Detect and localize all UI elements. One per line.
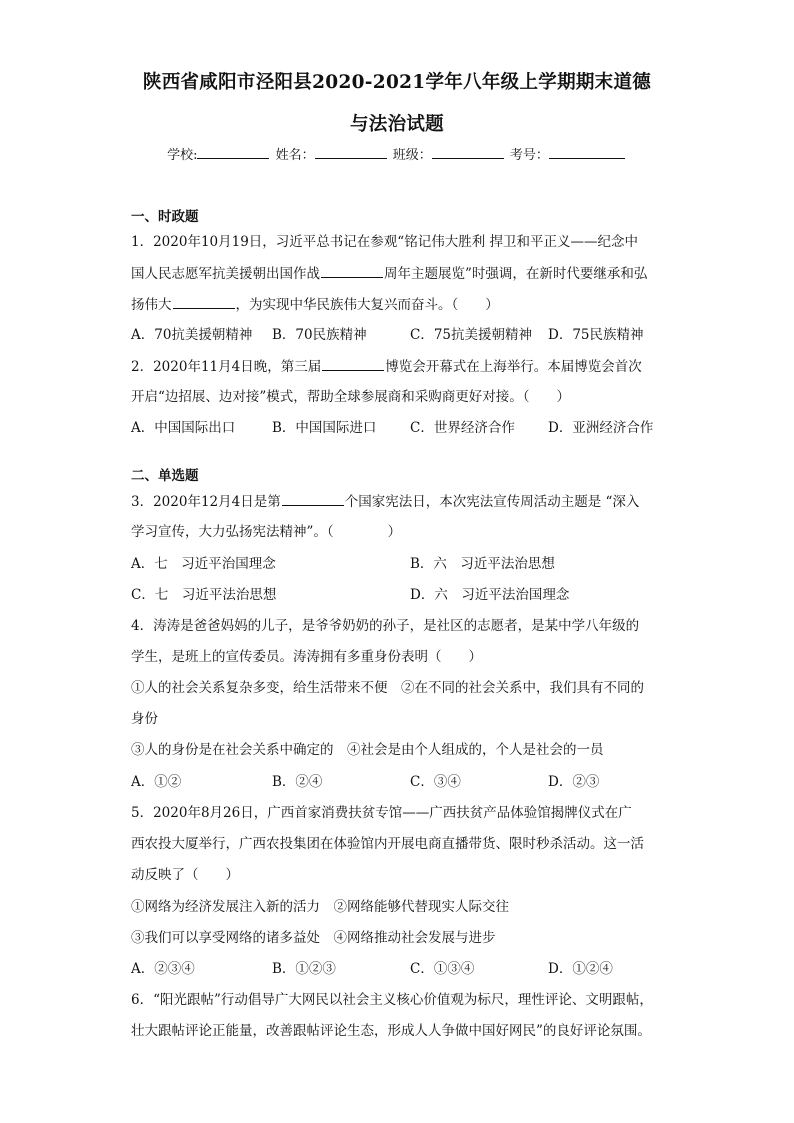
q1-line-2-text-b: 周年主题展览”时强调，在新时代要继承和弘 xyxy=(384,266,648,282)
q1-line-3-text-a: 扬伟大 xyxy=(131,297,172,313)
q4-option-b: B．②④ xyxy=(272,774,323,790)
q5-option-b: B．①②③ xyxy=(272,961,336,977)
q4-line-2: 学生，是班上的宣传委员。涛涛拥有多重身份表明（ ） xyxy=(131,649,482,665)
q5-line-5: ③我们可以享受网络的诸多益处 ④网络推动社会发展与进步 xyxy=(131,930,496,946)
q5-line-3: 动反映了（ ） xyxy=(131,867,239,883)
school-blank xyxy=(197,146,269,159)
q1-option-d: D．75民族精神 xyxy=(548,327,644,343)
school-label: 学校: xyxy=(167,148,198,163)
class-label: 班级： xyxy=(392,148,432,163)
q3-blank xyxy=(282,491,344,506)
q3-option-c: C．七 习近平法治思想 xyxy=(131,587,277,603)
q1-blank-1 xyxy=(321,263,383,278)
class-blank xyxy=(432,146,504,159)
q5-option-d: D．①②④ xyxy=(548,961,613,977)
q1-option-a: A．70抗美援朝精神 xyxy=(131,327,253,343)
q5-line-1: 5．2020年8月26日，广西首家消费扶贫专馆——广西扶贫产品体验馆揭牌仪式在广 xyxy=(131,805,632,821)
q3-line-2: 学习宣传，大力弘扬宪法精神”。（ ） xyxy=(131,524,402,540)
section-heading-single-choice: 二、单选题 xyxy=(131,468,199,484)
exam-number-blank xyxy=(549,146,625,159)
q1-line-2 xyxy=(131,263,647,284)
page-title-line1: 陕西省咸阳市泾阳县2020-2021学年八年级上学期期末道德 xyxy=(142,72,652,93)
q4-line-4: 身份 xyxy=(131,711,158,727)
q3-line-1-text-a: 3．2020年12月4日是第 xyxy=(131,494,281,510)
q6-line-2: 壮大跟帖评论正能量，改善跟帖评论生态，形成人人争做中国好网民”的良好评论氛围。 xyxy=(131,1023,651,1039)
q2-option-d: D．亚洲经济合作 xyxy=(548,420,654,436)
q5-line-4: ①网络为经济发展注入新的活力 ②网络能够代替现实人际交往 xyxy=(131,899,509,915)
q5-option-c: C．①③④ xyxy=(410,961,475,977)
q1-option-b: B．70民族精神 xyxy=(272,327,367,343)
q2-option-c: C．世界经济合作 xyxy=(410,420,515,436)
q4-line-5: ③人的身份是在社会关系中确定的 ④社会是由个人组成的，个人是社会的一员 xyxy=(131,742,604,758)
q3-option-b: B．六 习近平法治思想 xyxy=(410,556,555,572)
q2-option-b: B．中国国际进口 xyxy=(272,420,377,436)
q5-option-a: A．②③④ xyxy=(131,961,195,977)
q4-option-c: C．③④ xyxy=(410,774,461,790)
q2-line-2: 开启“边招展、边对接”模式，帮助全球参展商和采购商更好对接。（ ） xyxy=(131,389,571,405)
q3-option-a: A．七 习近平治国理念 xyxy=(131,556,276,572)
q2-blank xyxy=(322,356,384,371)
page-title-line2: 与法治试题 xyxy=(349,114,444,135)
q4-line-3: ①人的社会关系复杂多变，给生活带来不便 ②在不同的社会关系中，我们具有不同的 xyxy=(131,680,644,696)
q2-option-a: A．中国国际出口 xyxy=(131,420,236,436)
q1-line-3 xyxy=(131,294,499,315)
q3-line-1-text-b: 个国家宪法日，本次宪法宣传周活动主题是 “深入 xyxy=(344,494,640,510)
q1-line-1: 1．2020年10月19日，习近平总书记在参观“铭记伟大胜利 捍卫和平正义——纪念中 xyxy=(131,234,638,250)
q2-line-1 xyxy=(131,356,642,377)
exam-number-label: 考号： xyxy=(509,148,549,163)
q1-line-2-text-a: 国人民志愿军抗美援朝出国作战 xyxy=(131,266,320,282)
q5-line-2: 西农投大厦举行，广西农投集团在体验馆内开展电商直播带货、限时秒杀活动。这一活 xyxy=(131,836,644,852)
name-blank xyxy=(315,146,387,159)
q1-line-3-text-b: ，为实现中华民族伟大复兴而奋斗。（ ） xyxy=(235,297,499,313)
section-heading-current-affairs: 一、时政题 xyxy=(131,209,199,225)
q4-line-1: 4．涛涛是爸爸妈妈的儿子，是爷爷奶奶的孙子，是社区的志愿者，是某中学八年级的 xyxy=(131,618,640,634)
q2-line-1-text-a: 2．2020年11月4日晚，第三届 xyxy=(131,359,322,375)
q6-line-1: 6．“阳光跟帖”行动倡导广大网民以社会主义核心价值观为标尺，理性评论、文明跟帖， xyxy=(131,992,653,1008)
q3-line-1 xyxy=(131,491,639,512)
q2-line-1-text-b: 博览会开幕式在上海举行。本届博览会首次 xyxy=(385,359,642,375)
q3-option-d: D．六 习近平法治国理念 xyxy=(410,587,570,603)
q1-blank-2 xyxy=(173,294,235,309)
name-label: 姓名： xyxy=(275,148,315,163)
q4-option-a: A．①② xyxy=(131,774,182,790)
q1-option-c: C．75抗美援朝精神 xyxy=(410,327,533,343)
q4-option-d: D．②③ xyxy=(548,774,600,790)
student-info xyxy=(0,146,794,165)
